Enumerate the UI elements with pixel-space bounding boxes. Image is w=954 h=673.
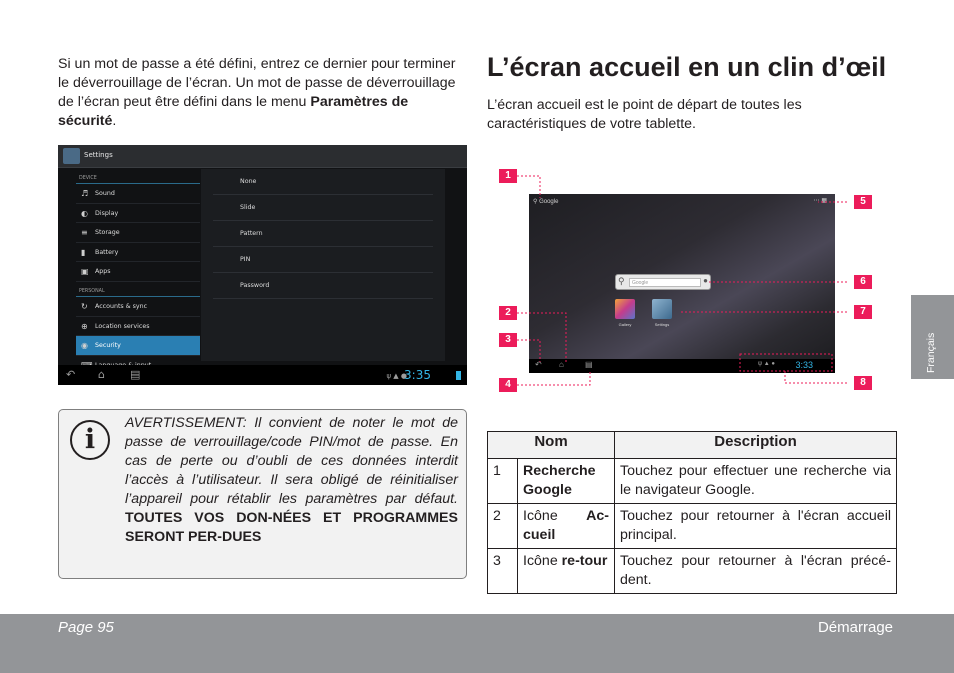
warning-body: AVERTISSEMENT: Il convient de noter le mot de passe de verrouillage/code PIN/mot de passe. En cas de perte ou d’oubli de ces données interdit l’accès à l’utilisateur. Il sera obligé de réinitialiser l’appareil pour rétablir les paramètres par défaut. (125, 415, 458, 507)
settings-item-label: Storage (95, 229, 120, 237)
magnifier-icon: ⚲ (618, 276, 625, 286)
status-icons: ψ ▲ ● (757, 361, 775, 367)
speaker-icon: ♬ (81, 189, 89, 198)
option-password: Password (213, 273, 433, 299)
row-description: Touchez pour retourner à l'écran accueil principal. (615, 504, 897, 549)
header-nom: Nom (488, 432, 615, 459)
table-row (488, 504, 897, 549)
callout-8: 8 (854, 376, 872, 390)
callout-5: 5 (854, 195, 872, 209)
settings-item-label: Sound (95, 190, 115, 197)
option-none: None (213, 169, 433, 195)
display-icon: ◐ (81, 208, 88, 218)
info-icon: i (70, 420, 110, 460)
row-description: Touchez pour effectuer une recherche via le navigateur Google. (615, 459, 897, 504)
section-name: Démarrage (817, 619, 893, 636)
apps-icon: ▣ (81, 267, 89, 277)
callout-3: 3 (499, 333, 517, 347)
table-header-row (488, 432, 897, 459)
row-name: Icône re-tour (518, 549, 615, 594)
table-row (488, 549, 897, 594)
google-search-icon: ⚲ Google (533, 199, 559, 205)
google-label: Google (539, 199, 559, 205)
settings-item-label: Battery (95, 248, 119, 256)
recent-apps-icon: ▤ (130, 368, 141, 381)
language-label: Français (925, 332, 937, 373)
location-icon: ⊕ (81, 321, 88, 331)
language-tab (911, 295, 954, 379)
header-description: Description (615, 432, 897, 459)
callout-7: 7 (854, 305, 872, 319)
settings-title: Settings (84, 151, 113, 159)
sync-icon: ↻ (81, 301, 88, 311)
gallery-label: Gallery (618, 322, 632, 327)
settings-item-label: Accounts & sync (95, 302, 148, 310)
page-title: L’écran accueil en un clin d’œil (487, 52, 887, 82)
home-icon: ⌂ (98, 368, 105, 381)
settings-item-label: Display (95, 209, 119, 217)
row-number: 1 (488, 459, 518, 504)
intro-end: . (112, 113, 117, 129)
settings-clock: 3:35 (404, 368, 431, 382)
status-icons: ψ ▲ ● (386, 372, 407, 380)
row-number: 2 (488, 504, 518, 549)
microphone-icon: ● (703, 276, 708, 285)
back-icon: ↶ (66, 368, 76, 381)
callout-4: 4 (499, 378, 517, 392)
option-slide: Slide (213, 195, 433, 221)
recent-apps-icon: ▤ (585, 360, 593, 369)
settings-app-label: Settings (654, 322, 670, 327)
all-apps-icon: ⋯ ▦ (813, 198, 827, 204)
settings-header-personal: PERSONAL (76, 286, 200, 297)
home-icon: ⌂ (559, 360, 564, 369)
back-icon: ↶ (535, 360, 542, 369)
option-pin: PIN (213, 247, 433, 273)
lead-paragraph: L’écran accueil est le point de départ de toutes les caractéristiques de votre tablette. (487, 97, 802, 132)
row-name: Recherche Google (518, 459, 615, 504)
home-clock: 3:33 (795, 360, 813, 370)
storage-icon: ≡ (81, 228, 88, 238)
warning-bold: TOUTES VOS DON-NÉES ET PROGRAMMES SERONT PER-DUES (125, 510, 458, 545)
row-description: Touchez pour retourner à l'écran précé-dent. (615, 549, 897, 594)
row-number: 3 (488, 549, 518, 594)
settings-item-label: Security (95, 342, 121, 350)
description-table (487, 431, 897, 594)
settings-item-label: Apps (95, 268, 111, 276)
option-pattern: Pattern (213, 221, 433, 247)
page-number: Page 95 (58, 619, 114, 636)
battery-icon: ▮ (81, 247, 86, 257)
search-widget-input: Google (629, 278, 701, 287)
callout-6: 6 (854, 275, 872, 289)
settings-header-device: DEVICE (76, 173, 200, 184)
row-name: Icône Ac-cueil (518, 504, 615, 549)
lock-icon: ◉ (81, 341, 88, 351)
intro-text: Si un mot de passe a été défini, entrez ce dernier pour terminer le déverrouillage de l’écran. Un mot de passe de déverrouillage de l’écran peut être défini dans le menu (58, 56, 456, 110)
intro-bold: Paramètres de sécurité (58, 94, 409, 129)
table-row (488, 459, 897, 504)
settings-item-label: Location services (95, 322, 150, 330)
page-footer (0, 614, 954, 673)
callout-1: 1 (499, 169, 517, 183)
callout-2: 2 (499, 306, 517, 320)
